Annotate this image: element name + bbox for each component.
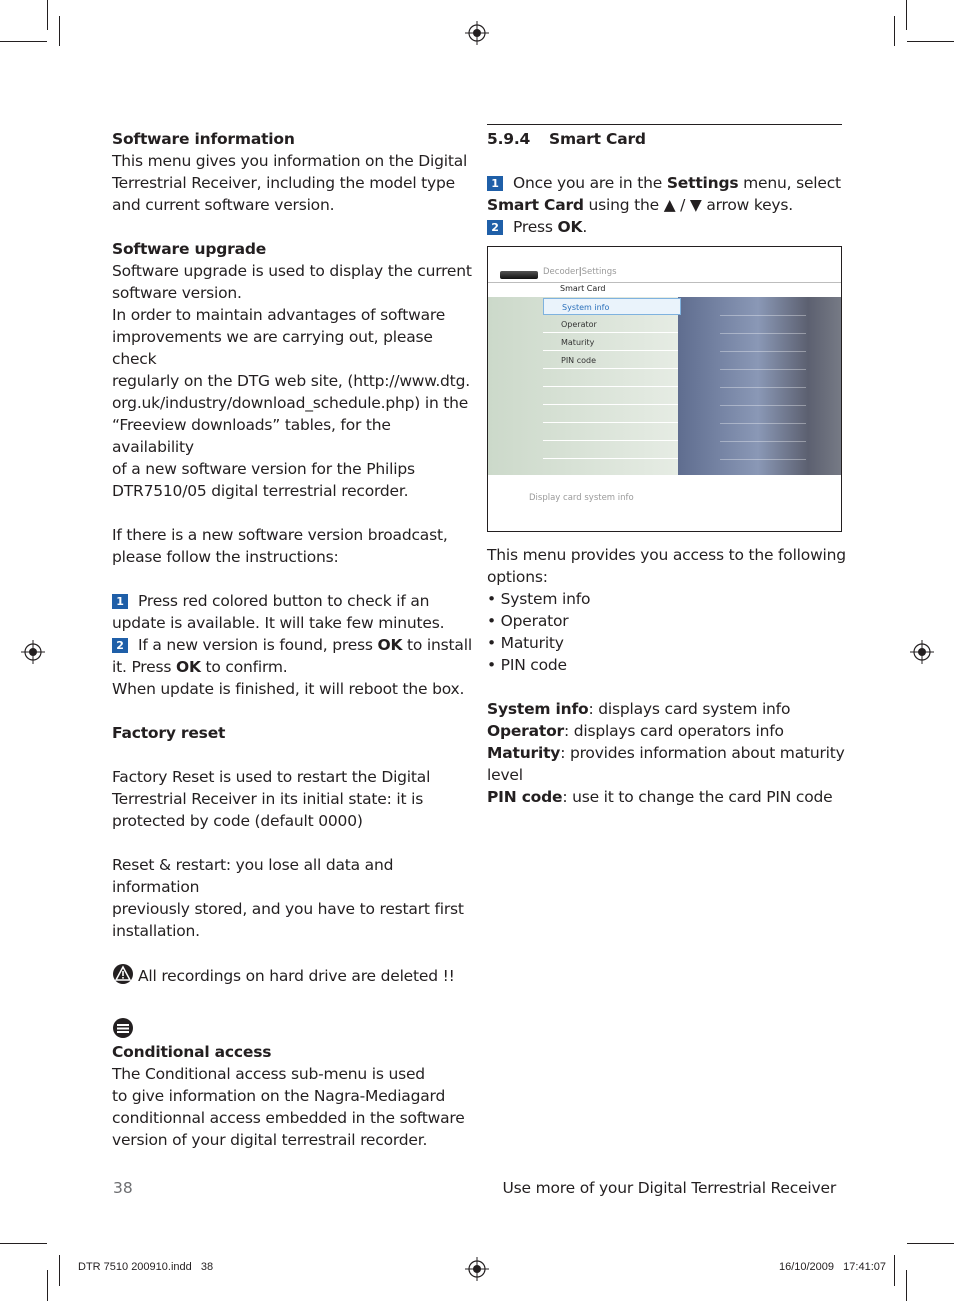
body-line: conditionnal access embedded in the software [112,1109,465,1127]
body-line: it. Press OK to confirm. [112,658,288,676]
bullet-item: • Operator [487,612,569,630]
definition-pin-code: PIN code: use it to change the card PIN code [487,788,833,806]
bullet-item: • PIN code [487,656,567,674]
screen-title-bar [488,282,841,298]
menu-item-maturity[interactable]: Maturity [543,334,678,351]
crop-mark [906,1270,907,1301]
breadcrumb: Decoder|Settings [543,267,617,277]
crop-mark [0,1243,47,1244]
body-line: Reset & restart: you lose all data and information [112,856,394,896]
body-line: “Freeview downloads” tables, for the availability [112,416,391,456]
step-2: 2 Press OK. [487,216,847,238]
menu-empty-row [543,424,678,441]
menu-empty-row [543,370,678,387]
body-line: Terrestrial Receiver, including the model type [112,174,456,192]
menu-item-operator[interactable]: Operator [543,316,678,333]
body-line: When update is finished, it will reboot the box. [112,680,465,698]
section-title: Smart Card [549,130,646,148]
body-line: This menu provides you access to the following [487,546,846,564]
crop-mark [47,1270,48,1301]
body-line: level [487,766,523,784]
menu-list [488,297,678,475]
note-marker [112,1017,472,1041]
step-number-badge: 1 [487,176,503,191]
page-number: 38 [113,1179,133,1197]
body-line: of a new software version for the Philips [112,460,415,478]
step-1: 1 Press red colored button to check if an [112,590,472,612]
screen-help-text: Display card system info [529,493,634,503]
step-number-badge: 1 [112,594,128,609]
left-column [112,128,472,1151]
body-line: installation. [112,922,200,940]
step-number-badge: 2 [112,638,128,653]
conditional-access-heading: Conditional access [112,1043,272,1061]
body-line: org.uk/industry/download_schedule.php) in the [112,394,469,412]
body-line: Terrestrial Receiver in its initial state: it is [112,790,424,808]
crop-mark [894,1255,895,1286]
body-line: update is available. It will take few minutes. [112,614,445,632]
software-information-heading: Software information [112,130,295,148]
body-line: and current software version. [112,196,335,214]
section-heading [487,128,847,150]
crop-mark [907,1243,954,1244]
definition-maturity: Maturity: provides information about maturity [487,744,845,762]
body-line: please follow the instructions: [112,548,339,566]
menu-empty-row [543,388,678,405]
registration-mark-icon [465,21,489,45]
note-icon [112,1017,134,1039]
body-line: software version. [112,284,242,302]
body-line: The Conditional access sub-menu is used [112,1065,425,1083]
menu-empty-row [543,406,678,423]
step-2: 2 If a new version is found, press OK to install [112,634,472,656]
print-slug-date: 16/10/2009 17:41:07 [778,1261,886,1273]
warning-icon [112,964,134,984]
body-line: Software upgrade is used to display the current [112,262,472,280]
body-line: In order to maintain advantages of software [112,306,446,324]
smart-card-options [487,544,847,808]
body-line: previously stored, and you have to restart first [112,900,464,918]
registration-mark-icon [21,640,45,664]
crop-mark [0,41,47,42]
body-line: protected by code (default 0000) [112,812,363,830]
crop-mark [59,1255,60,1286]
registration-mark-icon [465,1257,489,1281]
screen-title: Smart Card [560,284,606,293]
warning-note: All recordings on hard drive are deleted !! [112,964,472,987]
submenu-list [720,297,806,475]
section-rule [487,124,842,125]
body-line: This menu gives you information on the Digital [112,152,468,170]
body-line: version of your digital terrestrail recorder. [112,1131,428,1149]
smart-card-screen [487,246,842,532]
step-number-badge: 2 [487,220,503,235]
crop-mark [59,16,60,46]
bullet-item: • Maturity [487,634,564,652]
menu-empty-row [543,460,678,477]
body-line: Factory Reset is used to restart the Digital [112,768,431,786]
crop-mark [894,16,895,46]
body-line: DTR7510/05 digital terrestrial recorder. [112,482,409,500]
step-1: 1 Once you are in the Settings menu, select [487,172,847,194]
print-slug-file: DTR 7510 200910.indd 38 [78,1261,214,1273]
set-top-box-icon [500,271,538,279]
body-line: options: [487,568,548,586]
crop-mark [907,41,954,42]
menu-panel [488,297,841,475]
body-line: improvements we are carrying out, please check [112,328,433,368]
menu-item-pin-code[interactable]: PIN code [543,352,678,369]
menu-item-system-info[interactable]: System info [543,298,681,315]
definition-system-info: System info: displays card system info [487,700,791,718]
bullet-item: • System info [487,590,591,608]
body-line: Smart Card using the ▲ / ▼ arrow keys. [487,196,793,214]
body-line: regularly on the DTG web site, (http://www.dtg. [112,372,470,390]
menu-empty-row [543,442,678,459]
registration-mark-icon [910,640,934,664]
body-line: to give information on the Nagra-Mediagard [112,1087,446,1105]
crop-mark [906,0,907,30]
software-upgrade-heading: Software upgrade [112,240,267,258]
running-footer: Use more of your Digital Terrestrial Receiver [502,1179,836,1197]
smart-card-steps [487,172,847,238]
section-number: 5.9.4 [487,130,531,148]
crop-mark [47,0,48,30]
factory-reset-heading: Factory reset [112,724,226,742]
body-line: If there is a new software version broadcast, [112,526,448,544]
definition-operator: Operator: displays card operators info [487,722,784,740]
